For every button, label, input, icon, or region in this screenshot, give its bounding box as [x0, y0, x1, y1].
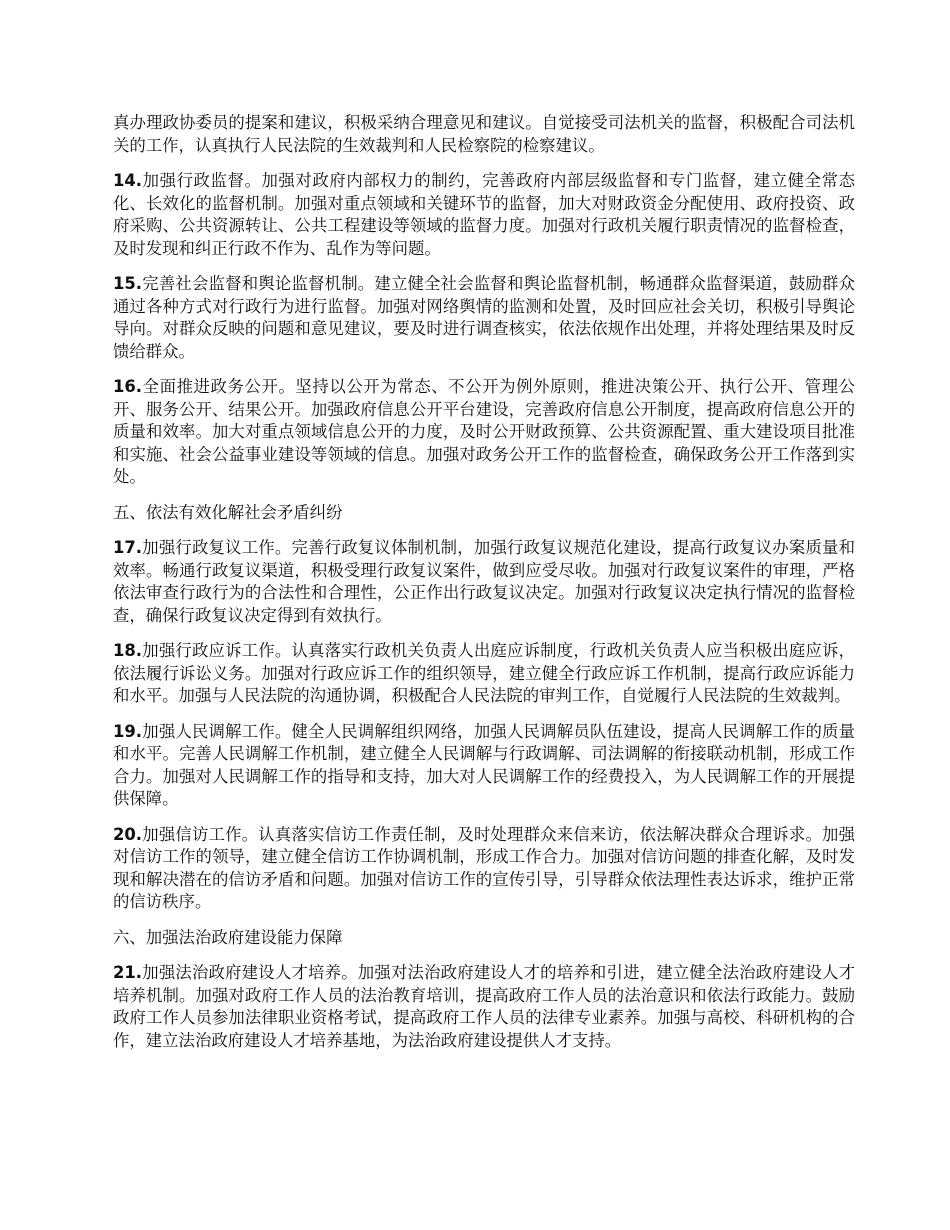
paragraph-20 — [113, 824, 855, 914]
paragraph-17 — [113, 537, 855, 627]
paragraph-text: 加强行政应诉工作。认真落实行政机关负责人出庭应诉制度，行政机关负责人应当积极出庭应诉，依法履行诉讼义务。加强对行政应诉工作的组织领导，建立健全行政应诉工作机制，提高行政应诉能力和水平。加强与人民法院的沟通协调，积极配合人民法院的审判工作，自觉履行人民法院的生效裁判。 — [113, 641, 855, 705]
section-heading-6: 六、加强法治政府建设能力保障 — [113, 927, 343, 947]
document-page — [113, 112, 855, 1065]
paragraph-number: 15. — [113, 274, 143, 293]
paragraph-14 — [113, 170, 855, 260]
paragraph-18 — [113, 640, 855, 708]
paragraph-continuation — [113, 112, 855, 157]
paragraph-number: 14. — [113, 171, 143, 190]
paragraph-19 — [113, 721, 855, 811]
paragraph-number: 21. — [113, 963, 143, 982]
paragraph-text: 完善社会监督和舆论监督机制。建立健全社会监督和舆论监督机制，畅通群众监督渠道，鼓励群众通过各种方式对行政行为进行监督。加强对网络舆情的监测和处置，及时回应社会关切，积极引导舆论导向。对群众反映的问题和意见建议，要及时进行调查核实，依法依规作出处理，并将处理结果及时反馈给群众。 — [113, 274, 855, 361]
paragraph-text: 加强行政监督。加强对政府内部权力的制约，完善政府内部层级监督和专门监督，建立健全常态化、长效化的监督机制。加强对重点领域和关键环节的监督，加大对财政资金分配使用、政府投资、政府采购、公共资源转让、公共工程建设等领域的监督力度。加强对行政机关履行职责情况的监督检查，及时发现和纠正行政不作为、乱作为等问题。 — [113, 171, 855, 258]
section-heading-5: 五、依法有效化解社会矛盾纠纷 — [113, 502, 343, 522]
paragraph-text: 加强行政复议工作。完善行政复议体制机制，加强行政复议规范化建设，提高行政复议办案质量和效率。畅通行政复议渠道，积极受理行政复议案件，做到应受尽收。加强对行政复议案件的审理，严格依法审查行政行为的合法性和合理性，公正作出行政复议决定。加强对行政复议决定执行情况的监督检查，确保行政复议决定得到有效执行。 — [113, 538, 855, 625]
paragraph-number: 19. — [113, 721, 143, 741]
paragraph-16 — [113, 376, 855, 489]
paragraph-number: 16. — [113, 377, 143, 396]
paragraph-number: 20. — [113, 824, 143, 844]
paragraph-number: 18. — [113, 641, 143, 660]
paragraph-text: 加强人民调解工作。健全人民调解组织网络，加强人民调解员队伍建设，提高人民调解工作的质量和水平。完善人民调解工作机制，建立健全人民调解与行政调解、司法调解的衔接联动机制，形成工作合力。加强对人民调解工作的指导和支持，加大对人民调解工作的经费投入，为人民调解工作的开展提供保障。 — [113, 721, 855, 808]
paragraph-text: 加强法治政府建设人才培养。加强对法治政府建设人才的培养和引进，建立健全法治政府建设人才培养机制。加强对政府工作人员的法治教育培训，提高政府工作人员的法治意识和依法行政能力。鼓励政府工作人员参加法律职业资格考试，提高政府工作人员的法律专业素养。加强与高校、科研机构的合作，建立法治政府建设人才培养基地，为法治政府建设提供人才支持。 — [113, 963, 855, 1050]
paragraph-number: 17. — [113, 538, 143, 557]
paragraph-text: 加强信访工作。认真落实信访工作责任制，及时处理群众来信来访，依法解决群众合理诉求。加强对信访工作的领导，建立健全信访工作协调机制，形成工作合力。加强对信访问题的排查化解，及时发现和解决潜在的信访矛盾和问题。加强对信访工作的宣传引导，引导群众依法理性表达诉求，维护正常的信访秩序。 — [113, 824, 855, 911]
paragraph-text: 真办理政协委员的提案和建议，积极采纳合理意见和建议。自觉接受司法机关的监督，积极配合司法机关的工作，认真执行人民法院的生效裁判和人民检察院的检察建议。 — [113, 113, 855, 155]
paragraph-21 — [113, 962, 855, 1052]
paragraph-text: 全面推进政务公开。坚持以公开为常态、不公开为例外原则，推进决策公开、执行公开、管理公开、服务公开、结果公开。加强政府信息公开平台建设，完善政府信息公开制度，提高政府信息公开的质量和效率。加大对重点领域信息公开的力度，及时公开财政预算、公共资源配置、重大建设项目批准和实施、社会公益事业建设等领域的信息。加强对政务公开工作的监督检查，确保政务公开工作落到实处。 — [113, 377, 855, 486]
paragraph-15 — [113, 273, 855, 363]
